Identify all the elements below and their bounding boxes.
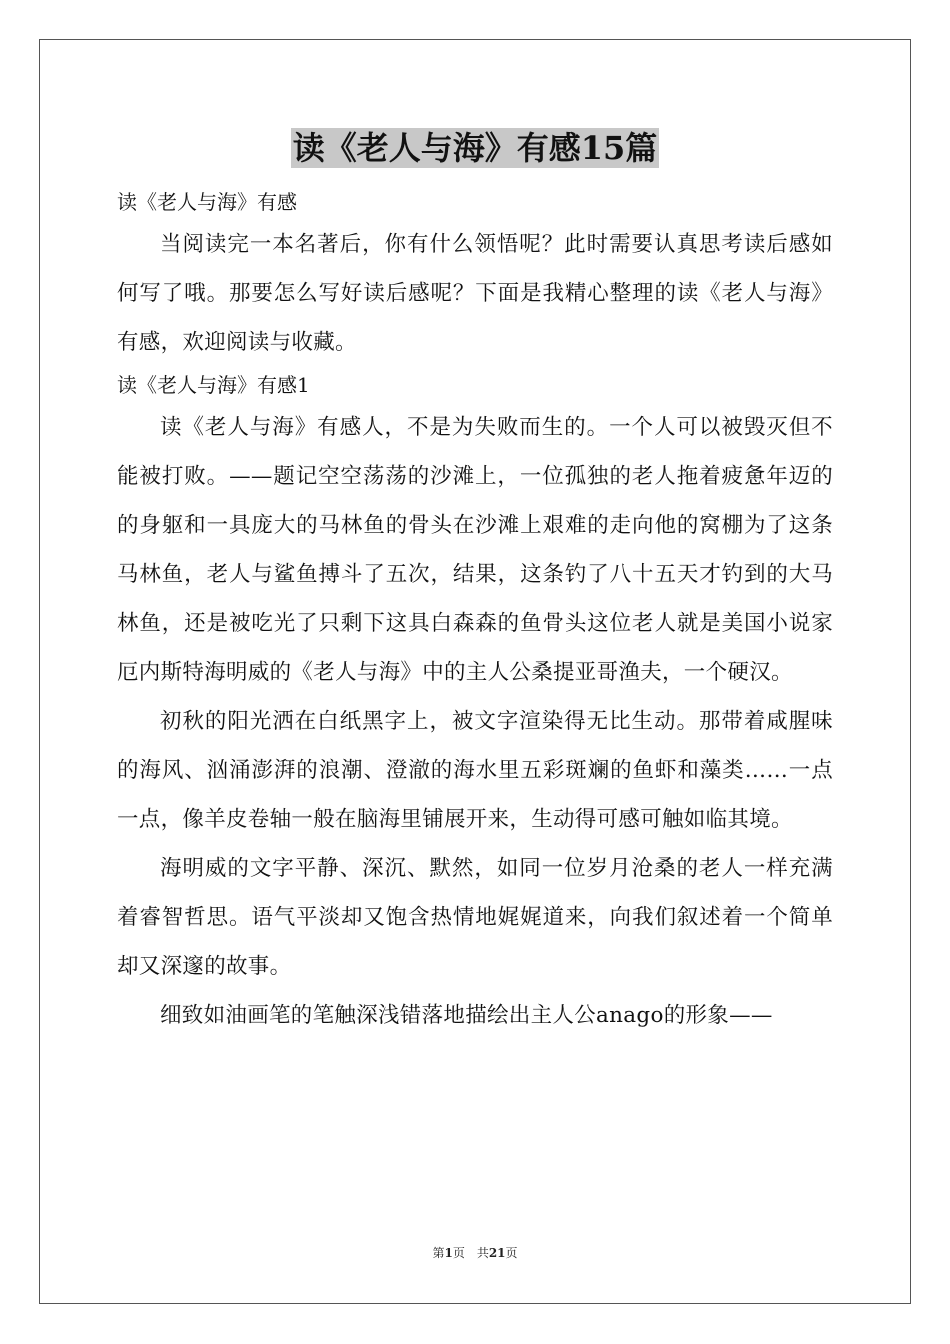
body-paragraph: 初秋的阳光洒在白纸黑字上，被文字渲染得无比生动。那带着咸腥味的海风、汹涌澎湃的浪潮、澄澈的海水里五彩斑斓的鱼虾和藻类……一点一点，像羊皮卷轴一般在脑海里铺展开来，生动得可感可触如临其境。: [117, 709, 833, 832]
section-heading: 读《老人与海》有感: [117, 190, 297, 214]
body-paragraph: 海明威的文字平静、深沉、默然，如同一位岁月沧桑的老人一样充满着睿智哲思。语气平淡却又饱含热情地娓娓道来，向我们叙述着一个简单却又深邃的故事。: [117, 856, 833, 979]
page-total: 21: [488, 1246, 506, 1260]
body-paragraph: 读《老人与海》有感人，不是为失败而生的。一个人可以被毁灭但不能被打败。——题记空空荡荡的沙滩上，一位孤独的老人拖着疲惫年迈的的身躯和一具庞大的马林鱼的骨头在沙滩上艰难的走向他的窝棚为了这条马林鱼，老人与鲨鱼搏斗了五次，结果，这条钓了八十五天才钓到的大马林鱼，还是被吃光了只剩下这具白森森的鱼骨头这位老人就是美国小说家厄内斯特海明威的《老人与海》中的主人公桑提亚哥渔夫，一个硬汉。: [117, 415, 833, 685]
section-heading: 读《老人与海》有感1: [117, 373, 310, 397]
page-prefix: 第: [432, 1246, 445, 1260]
page-suffix: 页: [505, 1246, 518, 1260]
page-mid: 页 共: [452, 1246, 489, 1260]
intro-paragraph: 当阅读完一本名著后，你有什么领悟呢？此时需要认真思考读后感如何写了哦。那要怎么写好读后感呢？下面是我精心整理的读《老人与海》有感，欢迎阅读与收藏。: [117, 232, 833, 355]
page-current: 1: [444, 1246, 453, 1260]
body-paragraph: 细致如油画笔的笔触深浅错落地描绘出主人公anago的形象——: [160, 1003, 773, 1028]
title-text: 读《老人与海》有感15篇: [292, 129, 658, 167]
page-footer: [0, 1244, 950, 1261]
document-title: [117, 128, 833, 172]
document-body: [117, 128, 833, 1040]
